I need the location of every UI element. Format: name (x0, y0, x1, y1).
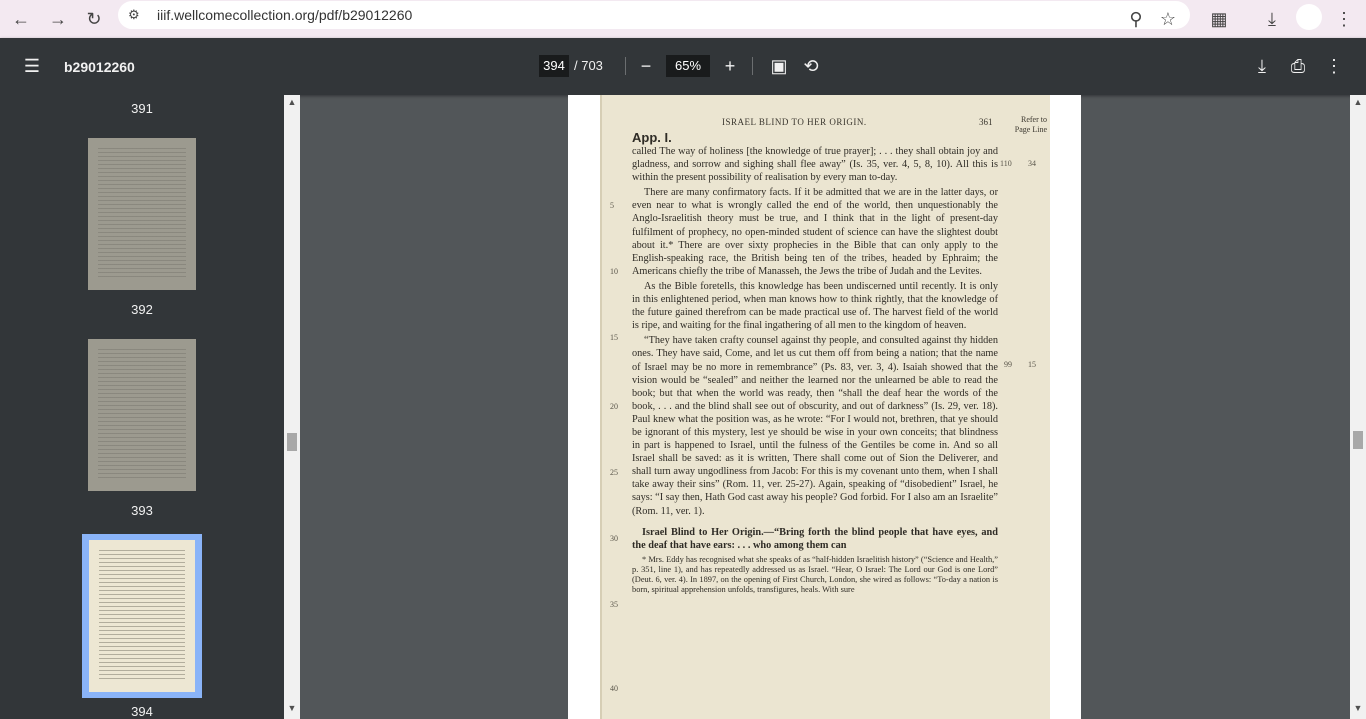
page-body (632, 145, 998, 595)
section-heading-paragraph: Israel Blind to Her Origin.—“Bring forth the blind people that have eyes, and the deaf that have ears: . . . who among them can (632, 526, 998, 551)
footnote: * Mrs. Eddy has recognised what she speaks of as “half-hidden Israelitish history” (“Science and Health,” p. 351, line 1), and has repeatedly addressed us as Israel. “Hear, O Israel: The Lord our God is one Lord” (Deut. 6, ver. 4). In 1897, on the opening of First Church, London, she wired as follows: “To-day a nation is born, spiritual apprehension unfolds, transfigures, heals. With sure (632, 554, 998, 594)
thumbnail-page[interactable] (88, 339, 196, 491)
thumbnail-label: 392 (131, 302, 153, 317)
main-scrollbar[interactable] (1350, 95, 1366, 719)
forward-icon[interactable]: → (49, 8, 67, 29)
thumbnail-label: 393 (131, 503, 153, 518)
ref-line: 15 (1028, 360, 1036, 369)
fit-page-icon[interactable]: ▣ (770, 55, 788, 76)
scroll-thumb[interactable] (1353, 431, 1363, 449)
bookmark-star-icon[interactable]: ☆ (1159, 8, 1177, 29)
browser-toolbar (0, 0, 1366, 38)
zoom-out-icon[interactable]: − (640, 55, 652, 76)
url-text[interactable]: iiif.wellcomecollection.org/pdf/b29012260 (157, 7, 413, 23)
rotate-icon[interactable]: ⟲ (803, 55, 819, 76)
scroll-down-icon[interactable]: ▼ (287, 703, 297, 713)
ref-line: 34 (1028, 159, 1036, 168)
document-title: b29012260 (64, 59, 135, 75)
line-number: 35 (610, 600, 618, 609)
back-icon[interactable]: ← (12, 8, 30, 29)
print-icon[interactable]: ⎙ (1290, 55, 1306, 76)
thumbnail-label: 394 (131, 704, 153, 719)
paragraph: called The way of holiness [the knowledge of true prayer]; . . . they shall obtain joy and gladness, and sorrow and sighing shall flee away” (Is. 35, ver. 4, 5, 8, 10). All this is within the present possibility of realisation by every man to-day. (632, 146, 998, 184)
toolbar-divider (625, 57, 626, 75)
zoom-in-icon[interactable]: + (724, 55, 736, 76)
thumbnail-label: 391 (131, 101, 153, 116)
thumbnail-sidebar (0, 95, 300, 719)
scroll-up-icon[interactable]: ▲ (287, 97, 297, 107)
page-number: 361 (979, 117, 993, 127)
page-number-input[interactable]: 394 (539, 55, 569, 77)
browser-menu-icon[interactable]: ⋮ (1335, 8, 1353, 29)
zoom-icon[interactable]: ⚲ (1129, 8, 1143, 29)
scanned-page (600, 95, 1050, 719)
thumbnail-page[interactable] (88, 138, 196, 290)
appendix-label: App. I. (632, 130, 672, 145)
ref-page: 99 (1004, 360, 1012, 369)
pdf-page (568, 95, 1081, 719)
site-info-icon[interactable]: ⚙ (128, 7, 140, 22)
toolbar-divider (752, 57, 753, 75)
sidebar-menu-icon[interactable]: ☰ (23, 55, 41, 76)
line-number: 30 (610, 534, 618, 543)
more-options-icon[interactable]: ⋮ (1325, 55, 1343, 76)
line-number: 40 (610, 684, 618, 693)
reload-icon[interactable]: ↻ (86, 8, 102, 29)
zoom-level-input[interactable]: 65% (666, 55, 710, 77)
scroll-thumb[interactable] (287, 433, 297, 451)
download-icon[interactable]: ⤓ (1258, 55, 1266, 76)
line-number: 20 (610, 402, 618, 411)
ref-page: 110 (1000, 159, 1012, 168)
scroll-down-icon[interactable]: ▼ (1353, 703, 1363, 713)
refer-column-head: Refer to Page Line (1014, 115, 1047, 134)
paragraph: There are many confirmatory facts. If it be admitted that we are in the latter days, or even near to what is wrongly called the end of the world, then unquestionably the Anglo-Israelitish theory must be true, and I think that in the light of present-day fulfilment of prophecy, no open-minded student of science can have the slightest doubt about it.* There are over sixty prophecies in the Bible that can only apply to the English-speaking race, the British being ten of the tribes, headed by Ephraim; the Americans chiefly the tribe of Manasseh, the Jews the tribe of Judah and the Levites. (632, 187, 998, 277)
running-head: ISRAEL BLIND TO HER ORIGIN. (722, 117, 867, 127)
extensions-icon[interactable]: ▦ (1210, 8, 1228, 29)
sidebar-scrollbar[interactable] (284, 95, 300, 719)
line-number: 10 (610, 267, 618, 276)
scroll-up-icon[interactable]: ▲ (1353, 97, 1363, 107)
paragraph: “They have taken crafty counsel against thy people, and consulted against thy hidden ones. They have said, Come, and let us cut them off from being a nation; that the name of Israel may be no more in remembrance” (Ps. 83, ver. 3, 4). Isaiah showed that the vision would be “sealed” and neither the learned nor the unlearned be able to read the book; but that when the world was ready, then “shall the deaf hear the words of the book, . . . and the blind shall see out of obscurity, and out of darkness” (Is. 29, ver. 18). Paul knew what the position was, as he wrote: “For I would not, brethren, that ye should be ignorant of this mystery, lest ye should be wise in your own conceits; that blindness in part is happened to Israel, until the fulness of the Gentiles be come in. And so all Israel shall be saved: as it is written, There shall come out of Sion the Deliverer, and shall turn away ungodliness from Jacob: For this is my covenant unto them, when I shall take away their sins” (Rom. 11, ver. 25-27). Again, speaking of “disobedient” Israel, he says: “I say then, Hath God cast away his people? God forbid. For I also am an Israelite” (Rom. 11, ver. 1). (632, 335, 998, 517)
paragraph: As the Bible foretells, this knowledge has been undiscerned until recently. It is only in this enlightened period, when man knows how to think rightly, that the knowledge of the future gained therefrom can be made practical use of. The harvest field of the world is ripe, and waiting for the final ingathering of all men to the kingdom of heaven. (632, 280, 998, 332)
thumbnail-selected[interactable] (82, 534, 202, 698)
profile-avatar[interactable] (1296, 4, 1322, 30)
pdf-toolbar (0, 38, 1366, 95)
line-number: 25 (610, 468, 618, 477)
page-total: / 703 (574, 58, 603, 73)
line-number: 5 (610, 201, 614, 210)
line-number: 15 (610, 333, 618, 342)
downloads-icon[interactable]: ⤓ (1268, 8, 1276, 29)
